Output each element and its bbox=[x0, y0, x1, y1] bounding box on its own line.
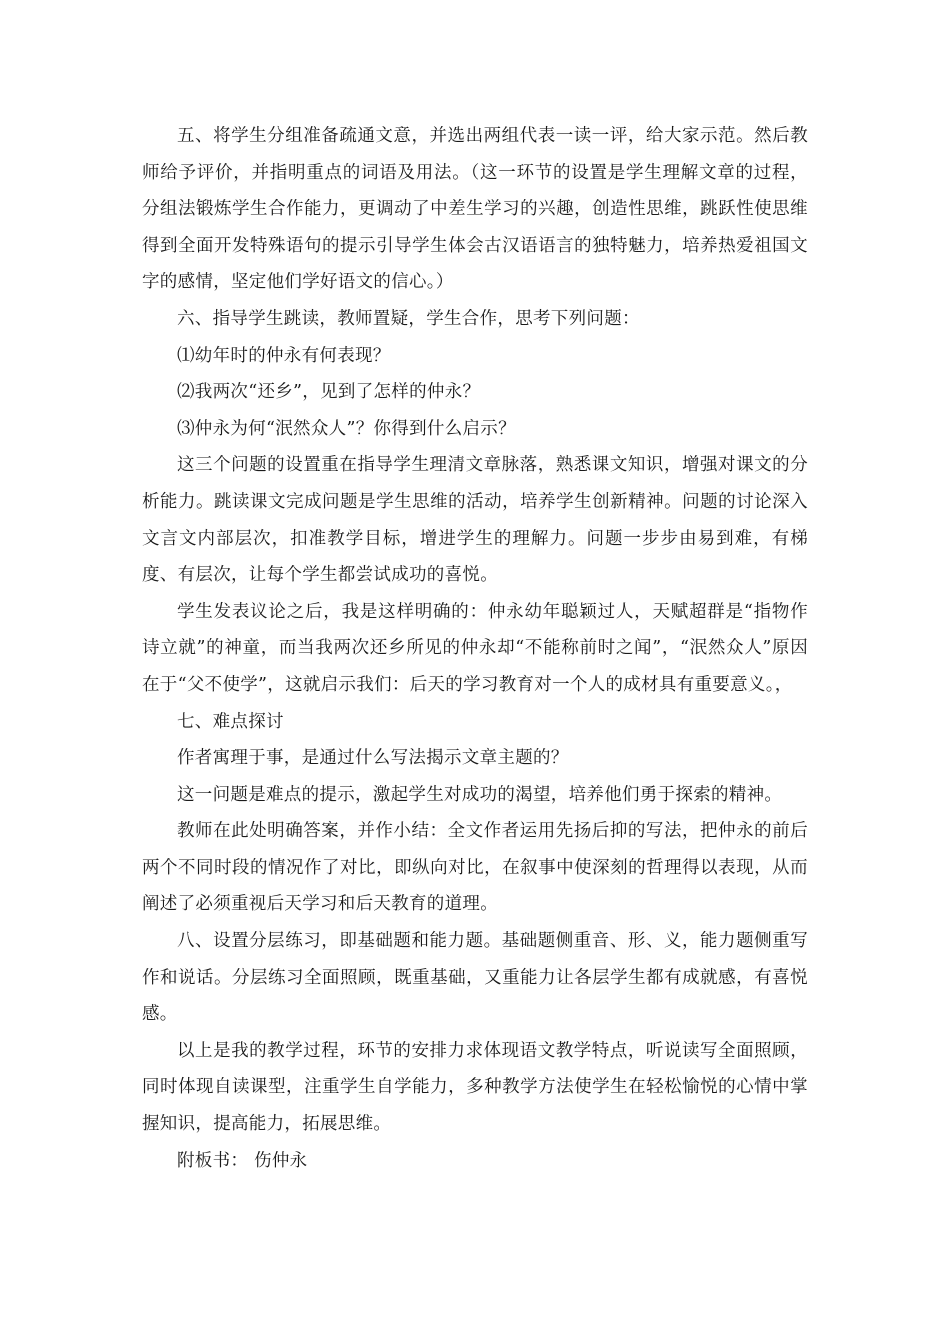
paragraph-step-seven: 七、难点探讨 bbox=[177, 711, 284, 732]
paragraph-board-note: 附板书： 伤仲永 bbox=[177, 1150, 308, 1171]
paragraph-teacher-summary: 教师在此处明确答案，并作小结：全文作者运用先扬后抑的写法，把仲永的前后两个不同时段的情况作了对比，即纵向对比，在叙事中使深刻的哲理得以表现，从而阐述了必须重视后天学习和后天教育的道理。 bbox=[142, 821, 808, 915]
paragraph-step-six: 六、指导学生跳读，教师置疑，学生合作，思考下列问题： bbox=[177, 308, 640, 329]
paragraph-step-eight: 八、设置分层练习，即基础题和能力题。基础题侧重音、形、义，能力题侧重写作和说话。分层练习全面照顾，既重基础，又重能力让各层学生都有成就感，有喜悦感。 bbox=[142, 931, 808, 1025]
paragraph-discussion-conclusion: 学生发表议论之后，我是这样明确的：仲永幼年聪颖过人，天赋超群是“指物作诗立就”的神童，而当我两次还乡所见的仲永却“不能称前时之闻”，“泯然众人”原因在于“父不使学”，这就启示我们：后天的学习教育对一个人的成材具有重要意义。， bbox=[142, 601, 808, 695]
paragraph-difficult-question: 作者寓理于事，是通过什么写法揭示文章主题的？ bbox=[177, 748, 569, 769]
question-two: ⑵我两次“还乡”，见到了怎样的仲永？ bbox=[177, 382, 481, 403]
paragraph-question-purpose: 这三个问题的设置重在指导学生理清文章脉落，熟悉课文知识，增强对课文的分析能力。跳读课文完成问题是学生思维的活动，培养学生创新精神。问题的讨论深入文言文内部层次，扣准教学目标，增进学生的理解力。问题一步步由易到难，有梯度、有层次，让每个学生都尝试成功的喜悦。 bbox=[142, 455, 808, 586]
paragraph-step-five: 五、将学生分组准备疏通文意，并选出两组代表一读一评，给大家示范。然后教师给予评价，并指明重点的词语及用法。（这一环节的设置是学生理解文章的过程，分组法锻炼学生合作能力，更调动了中差生学习的兴趣，创造性思维，跳跃性使思维得到全面开发特殊语句的提示引导学生体会古汉语语言的独特魅力，培养热爱祖国文字的感情，坚定他们学好语文的信心。） bbox=[142, 126, 808, 293]
paragraph-process-summary: 以上是我的教学过程，环节的安排力求体现语文教学特点，听说读写全面照顾，同时体现自读课型，注重学生自学能力，多种教学方法使学生在轻松愉悦的心情中掌握知识，提高能力，拓展思维。 bbox=[142, 1040, 808, 1135]
question-one: ⑴幼年时的仲永有何表现？ bbox=[177, 345, 391, 366]
paragraph-difficult-purpose: 这一问题是难点的提示，激起学生对成功的渴望，培养他们勇于探索的精神。 bbox=[177, 784, 783, 805]
question-three: ⑶仲永为何“泯然众人”？你得到什么启示？ bbox=[177, 418, 516, 439]
document-body bbox=[142, 118, 808, 1179]
